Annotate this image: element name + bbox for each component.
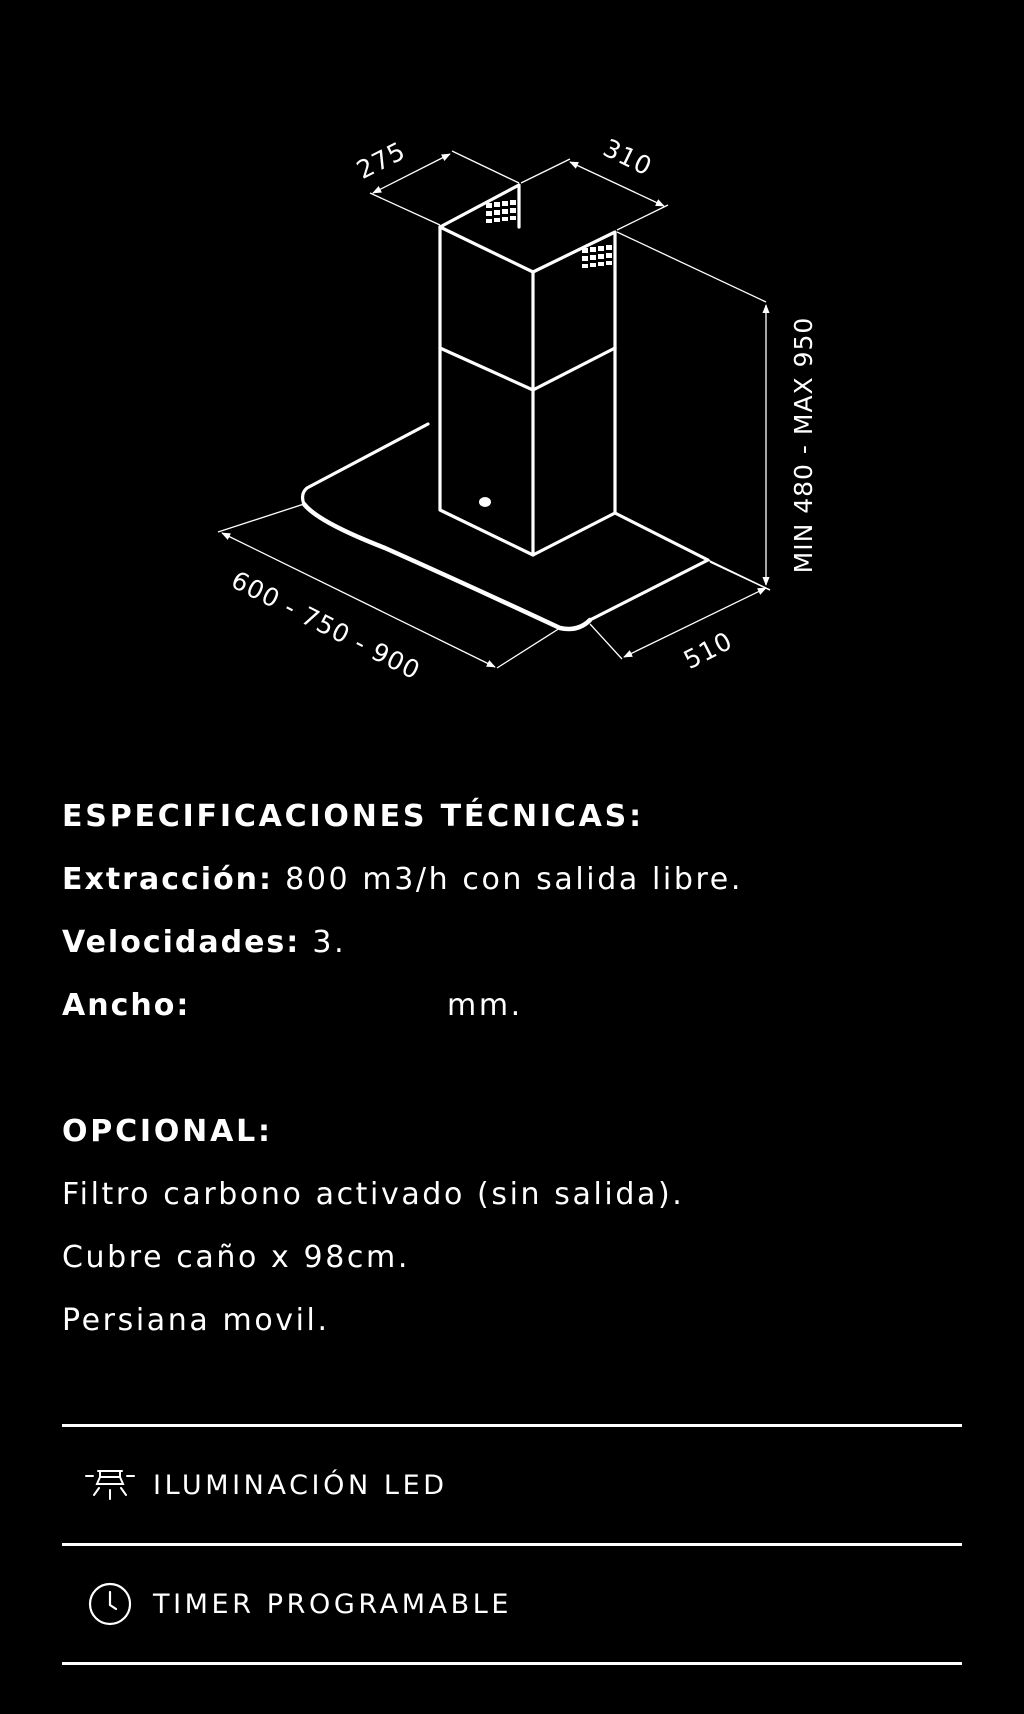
- spec-extraction-label: Extracción:: [62, 862, 274, 897]
- hood-technical-drawing: [0, 0, 1024, 720]
- clock-icon: [84, 1578, 136, 1630]
- dimension-label-310: 310: [598, 133, 657, 182]
- optional-item: Filtro carbono activado (sin salida).: [62, 1177, 685, 1212]
- spec-width: [62, 987, 962, 1025]
- dimension-lines: [218, 151, 770, 668]
- feature-led-lighting: [62, 1427, 962, 1543]
- vent-grille-left: [486, 200, 516, 223]
- optional-heading: OPCIONAL:: [62, 1114, 273, 1149]
- led-lamp-icon: [84, 1459, 136, 1511]
- feature-led-label: ILUMINACIÓN LED: [153, 1469, 448, 1501]
- features-list: [62, 1424, 962, 1665]
- divider: [62, 1662, 962, 1665]
- spec-speeds: [62, 924, 962, 962]
- spec-width-unit: mm.: [447, 988, 523, 1023]
- spec-width-label: Ancho:: [62, 988, 191, 1023]
- optional-item: Cubre caño x 98cm.: [62, 1240, 410, 1275]
- dimension-label-275: 275: [351, 135, 411, 185]
- specifications-section: [62, 798, 962, 1365]
- section-spacer: [62, 1050, 962, 1113]
- vent-grille-right: [582, 245, 612, 268]
- optional-item: Persiana movil.: [62, 1303, 330, 1338]
- hood-outline: [303, 185, 708, 629]
- dimension-label-510: 510: [678, 625, 738, 675]
- hood-drawing-svg: [0, 0, 1024, 720]
- spec-speeds-value: 3.: [300, 925, 347, 960]
- spec-extraction: [62, 861, 962, 899]
- dimension-label-width: 600 - 750 - 900: [226, 565, 426, 686]
- spec-extraction-value: 800 m3/h con salida libre.: [273, 862, 743, 897]
- dimension-label-height: MIN 480 - MAX 950: [789, 316, 818, 574]
- feature-timer-label: TIMER PROGRAMABLE: [153, 1588, 513, 1620]
- spec-speeds-label: Velocidades:: [62, 925, 301, 960]
- feature-timer: [62, 1546, 962, 1662]
- specs-heading: ESPECIFICACIONES TÉCNICAS:: [62, 799, 644, 834]
